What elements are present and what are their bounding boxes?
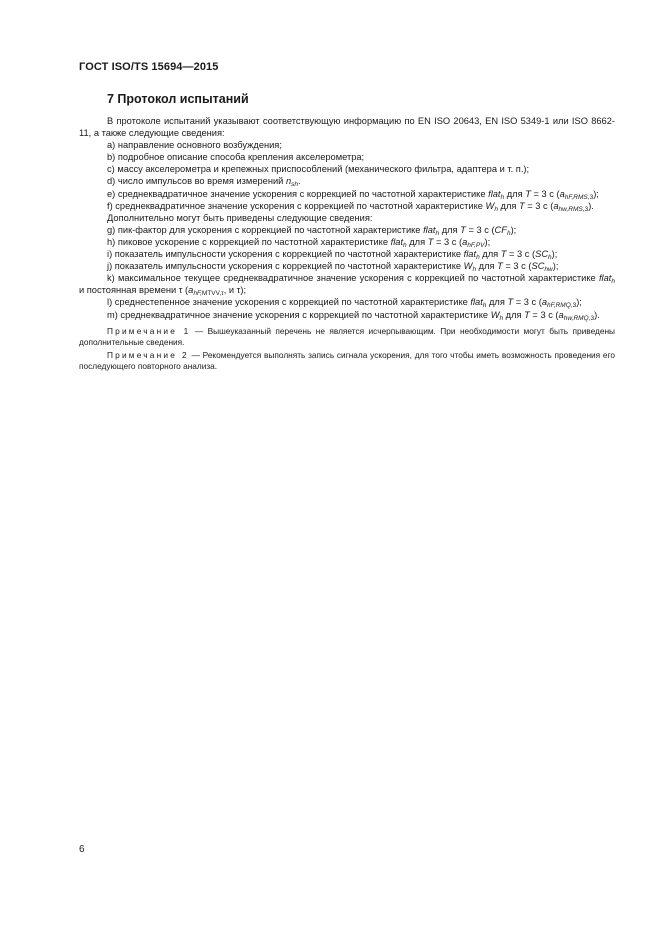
item-m-text: m) среднеквадратичное значение ускорения с коррекцией по частотной характеристике	[107, 309, 489, 320]
list-item-a	[79, 139, 615, 151]
item-c-text: с) массу акселерометра и крепежных приспособлений (механического фильтра, адаптера и т. п.);	[107, 164, 530, 175]
item-k-text: k) максимальное текущее среднеквадратичное значение ускорения с коррекцией по частотной характеристике	[107, 273, 596, 284]
note-2	[79, 350, 615, 372]
note-2-label: Примечание 2	[107, 349, 189, 360]
list-item-m: m) среднеквадратичное значение ускорения с коррекцией по частотной характеристике $W_h$ для Т = 3 с $(a_{hw,RMQ,3})$.	[107, 309, 600, 322]
item-h-text: h) пиковое ускорение с коррекцией по частотной характеристике	[107, 236, 389, 247]
additional-intro: Дополнительно могут быть приведены следующие сведения:	[107, 212, 373, 223]
note-1-label: Примечание 1	[107, 325, 191, 336]
item-a-text: а) направление основного возбуждения;	[107, 140, 282, 151]
item-g-text: g) пик-фактор для ускорения с коррекцией по частотной характеристике	[107, 224, 421, 235]
item-e-text: е) среднеквадратичное значение ускорения с коррекцией по частотной характеристике	[107, 188, 486, 199]
standard-code: ГОСТ ISO/TS 15694—2015	[79, 61, 219, 73]
note-2-text: — Рекомендуется выполнять запись сигнала ускорения, для того чтобы иметь возможность проведения его последующего повторного анализа.	[79, 349, 616, 371]
list-item-h: h) пиковое ускорение с коррекцией по частотной характеристике flat$_h$ для Т = 3 с $(a_{hF,PV})$;	[107, 236, 491, 249]
note-1-text: — Вышеуказанный перечень не является исчерпывающим. При необходимости могут быть приведены дополнительные сведения.	[79, 325, 616, 347]
list-item-b	[79, 151, 615, 163]
list-item-d: d) число импульсов во время измерений $n_{sh}$.	[107, 176, 301, 189]
item-i-text: i) показатель импульсности ускорения с коррекцией по частотной характеристике	[107, 249, 462, 260]
list-item-i: i) показатель импульсности ускорения с коррекцией по частотной характеристике flat$_h$ для Т = 3 с $(SC_h)$;	[107, 249, 558, 262]
note-1	[79, 326, 615, 348]
section-body	[79, 115, 615, 372]
list-item-k: k) максимальное текущее среднеквадратичное значение ускорения с коррекцией по частотной характеристике flat$_h$ и постоянная времени τ ($a_{hF,MTVV,\tau}$, и τ);	[79, 273, 615, 298]
intro-paragraph: В протоколе испытаний указывают соответствующую информацию по EN ISO 20643, EN ISO 5349-1 или ISO 8662-11, а также следующие сведения:	[79, 116, 615, 139]
list-item-e: е) среднеквадратичное значение ускорения с коррекцией по частотной характеристике flat$_h$ для Т = 3 с $(a_{hF,RMS,3})$;	[107, 188, 599, 201]
item-j-text: j) показатель импульсности ускорения с коррекцией по частотной характеристике	[107, 261, 462, 272]
item-f-text: f) среднеквадратичное значение ускорения с коррекцией по частотной характеристике	[107, 200, 483, 211]
list-item-l: l) среднестепенное значение ускорения с коррекцией по частотной характеристике flat$_h$ для Т = 3 с $(a_{hF,RMQ,3})$;	[107, 297, 582, 310]
list-item-f: f) среднеквадратичное значение ускорения с коррекцией по частотной характеристике $W_h$ для Т = 3 с $(a_{hw,RMS,3})$.	[107, 200, 594, 213]
list-item-j: j) показатель импульсности ускорения с коррекцией по частотной характеристике $W_h$ для Т = 3 с $(SC_{hw})$;	[107, 261, 559, 274]
item-b-text: b) подробное описание способа крепления акселерометра;	[107, 152, 365, 163]
list-item-g: g) пик-фактор для ускорения с коррекцией по частотной характеристике flat$_h$ для Т = 3 с $(CF_h)$;	[107, 224, 517, 237]
item-l-text: l) среднестепенное значение ускорения с коррекцией по частотной характеристике	[107, 297, 468, 308]
list-item-c	[79, 163, 615, 175]
section-heading: 7 Протокол испытаний	[107, 92, 249, 106]
item-d-text: d) число импульсов во время измерений	[107, 176, 284, 187]
page-number: 6	[79, 844, 85, 855]
